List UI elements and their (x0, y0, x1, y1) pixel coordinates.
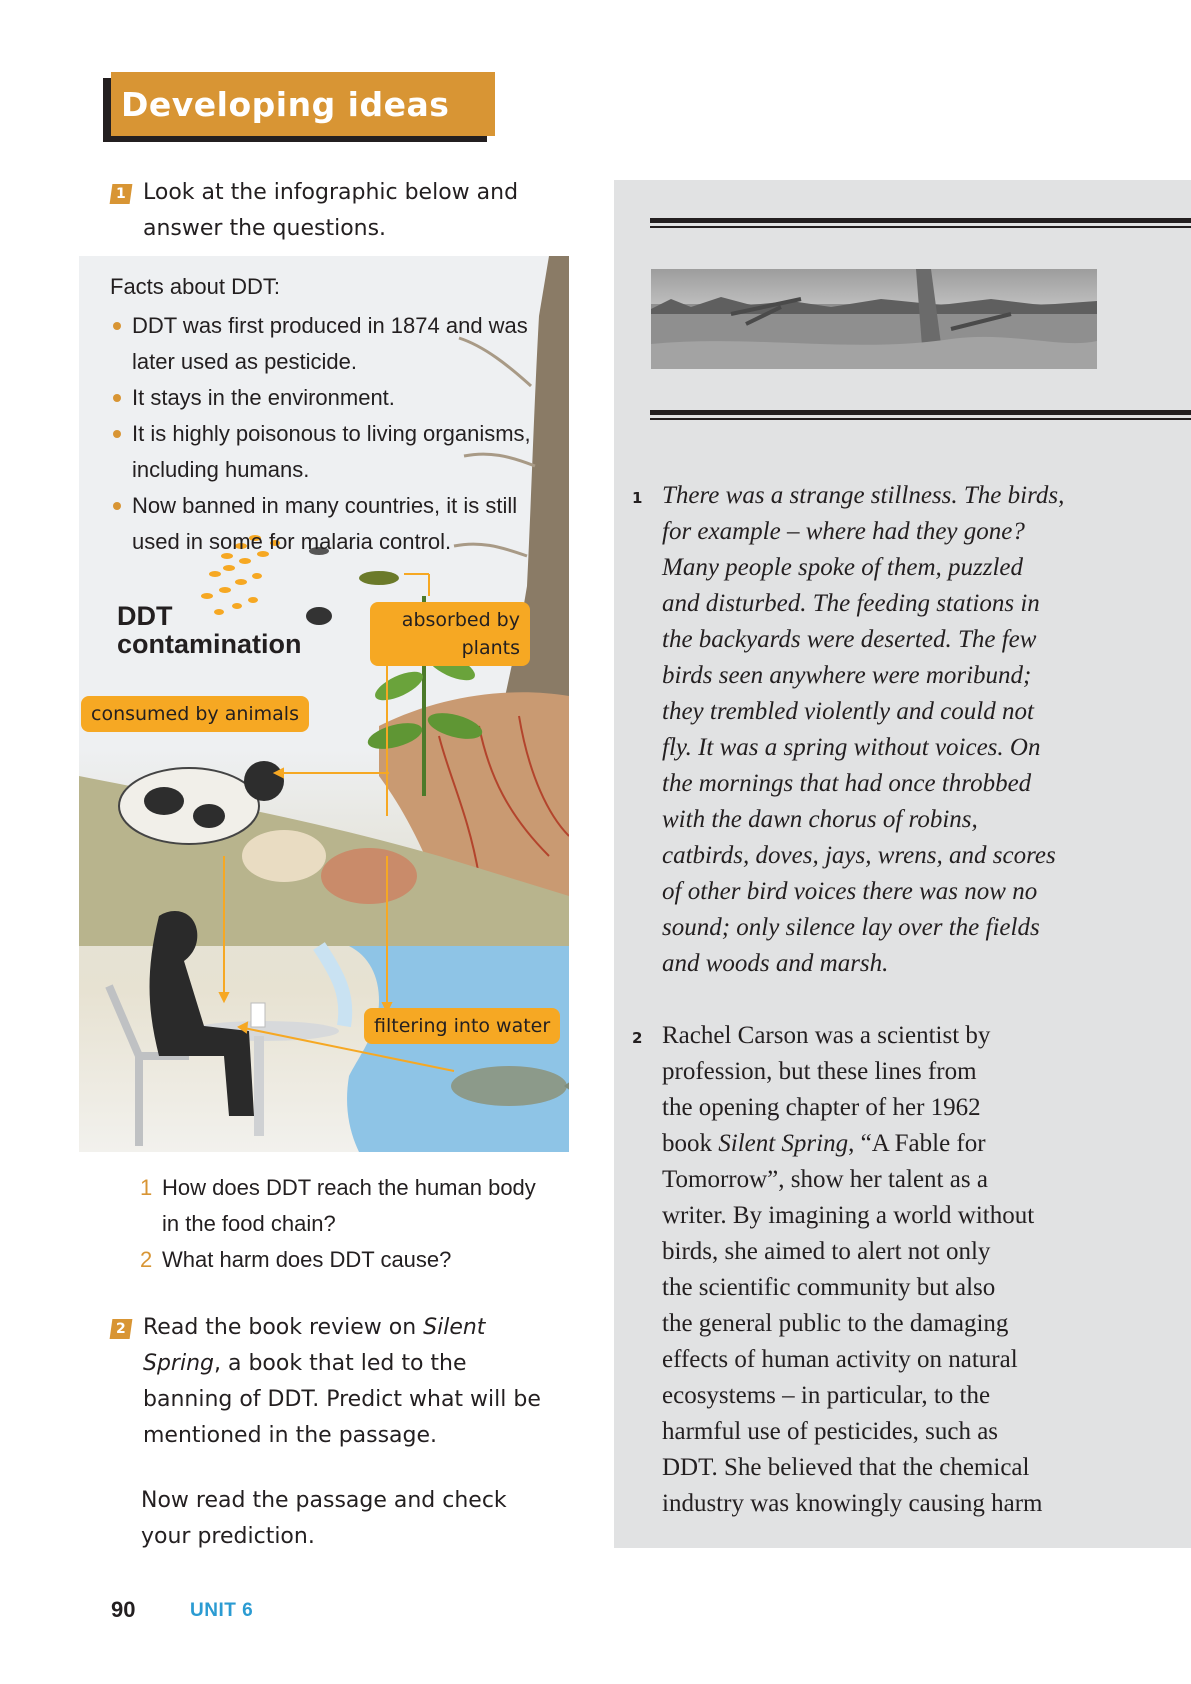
passage-line: book Silent Spring, “A Fable for (662, 1130, 986, 1157)
page-number: 90 (111, 1597, 136, 1622)
exercise-2-line: Spring, a book that led to the (143, 1351, 467, 1376)
glass (251, 1003, 265, 1027)
exercise-2-text (143, 1310, 541, 1454)
exercise-1-text (143, 175, 518, 247)
passage-line: for example – where had they gone? (662, 518, 1025, 545)
question-line: How does DDT reach the human body (162, 1175, 536, 1200)
plant-leaf (371, 666, 427, 706)
passage-line: birds, she aimed to alert not only (662, 1238, 991, 1265)
passage-line: the opening chapter of her 1962 (662, 1094, 981, 1121)
question-list (140, 1170, 570, 1278)
question-number: 1 (140, 1175, 153, 1200)
cow (119, 768, 259, 844)
exercise-1-line: Look at the infographic below and (143, 180, 519, 205)
barren-landscape-photo (651, 269, 1097, 369)
caterpillar (359, 571, 399, 585)
passage-line: the general public to the damaging (662, 1310, 1009, 1337)
paragraph-number: 1 (632, 489, 643, 507)
label-consumed-by-animals: consumed by animals (81, 696, 309, 732)
question-line: What harm does DDT cause? (162, 1247, 452, 1272)
exercise-2-line: Read the book review on Silent (143, 1315, 486, 1340)
paragraph-number: 2 (632, 1029, 643, 1047)
passage-line: DDT. She believed that the chemical (662, 1454, 1030, 1481)
exercise-1-line: answer the questions. (143, 216, 387, 241)
passage-paragraph-1 (662, 478, 1082, 982)
facts-title: Facts about DDT: (110, 274, 280, 299)
passage-line: There was a strange stillness. The birds, (662, 482, 1065, 509)
passage-line: writer. By imagining a world without (662, 1202, 1035, 1229)
sheep (242, 830, 326, 882)
followup-line: your prediction. (141, 1524, 315, 1549)
question-number: 2 (140, 1247, 153, 1272)
passage-line: industry was knowingly causing harm (662, 1490, 1043, 1517)
label-line: absorbed by (401, 609, 520, 631)
infographic-title-line: DDT (117, 601, 173, 631)
passage-line: Many people spoke of them, puzzled (662, 554, 1024, 581)
passage-line: catbirds, doves, jays, wrens, and scores (662, 842, 1056, 869)
unit-label: UNIT 6 (190, 1600, 254, 1621)
section-banner (111, 72, 495, 136)
beetle (306, 607, 332, 625)
pig (321, 848, 417, 904)
passage-paragraph-2 (662, 1018, 1082, 1522)
passage-line: effects of human activity on natural (662, 1346, 1018, 1373)
fish (451, 1066, 567, 1106)
passage-line: the mornings that had once throbbed (662, 770, 1032, 797)
passage-line: birds seen anywhere were moribund; (662, 662, 1032, 689)
passage-line: and woods and marsh. (662, 950, 889, 977)
label-line: plants (461, 637, 520, 659)
lower-rule (650, 410, 1191, 420)
cow-head (244, 761, 284, 801)
passage-line: the scientific community but also (662, 1274, 996, 1301)
stream (319, 946, 345, 1026)
passage-line: harmful use of pesticides, such as (662, 1418, 999, 1445)
fact-item: Now banned in many countries, it is still used in some for malaria control. (110, 488, 540, 560)
ddt-infographic (79, 256, 569, 1152)
passage-line: of other bird voices there was now no (662, 878, 1038, 905)
banner-divider (552, 86, 554, 122)
label-absorbed-by-plants (370, 602, 530, 666)
passage-line: ecosystems – in particular, to the (662, 1382, 991, 1409)
infographic-title (117, 602, 302, 658)
passage-line: with the dawn chorus of robins, (662, 806, 978, 833)
question-item (140, 1242, 570, 1278)
top-rule (650, 218, 1191, 228)
followup-line: Now read the passage and check (141, 1488, 507, 1513)
passage-line: Tomorrow”, show her talent as a (662, 1166, 988, 1193)
passage-line: sound; only silence lay over the fields (662, 914, 1040, 941)
question-item (140, 1170, 570, 1242)
water (347, 946, 569, 1152)
facts-list (110, 308, 540, 560)
passage-line: and disturbed. The feeding stations in (662, 590, 1040, 617)
fact-item: It stays in the environment. (110, 380, 540, 416)
passage-line: the backyards were deserted. The few (662, 626, 1037, 653)
passage-line: profession, but these lines from (662, 1058, 977, 1085)
section-title: Developing ideas (121, 84, 450, 124)
exercise-2-followup (141, 1483, 507, 1555)
exercise-2-line: mentioned in the passage. (143, 1423, 438, 1448)
landscape-image (651, 269, 1097, 369)
fact-item: DDT was first produced in 1874 and was later used as pesticide. (110, 308, 540, 380)
passage-line: they trembled violently and could not (662, 698, 1034, 725)
exercise-2-marker: 2 (110, 1319, 133, 1339)
passage-line: fly. It was a spring without voices. On (662, 734, 1041, 761)
question-line: in the food chain? (162, 1211, 336, 1236)
label-filtering-into-water: filtering into water (364, 1008, 560, 1044)
exercise-1-marker: 1 (110, 184, 133, 204)
infographic-title-line: contamination (117, 629, 302, 659)
fact-item: It is highly poisonous to living organisms, including humans. (110, 416, 540, 488)
exercise-2-line: banning of DDT. Predict what will be (143, 1387, 541, 1412)
left-arrow-icon (569, 92, 583, 116)
passage-line: Rachel Carson was a scientist by (662, 1022, 991, 1049)
